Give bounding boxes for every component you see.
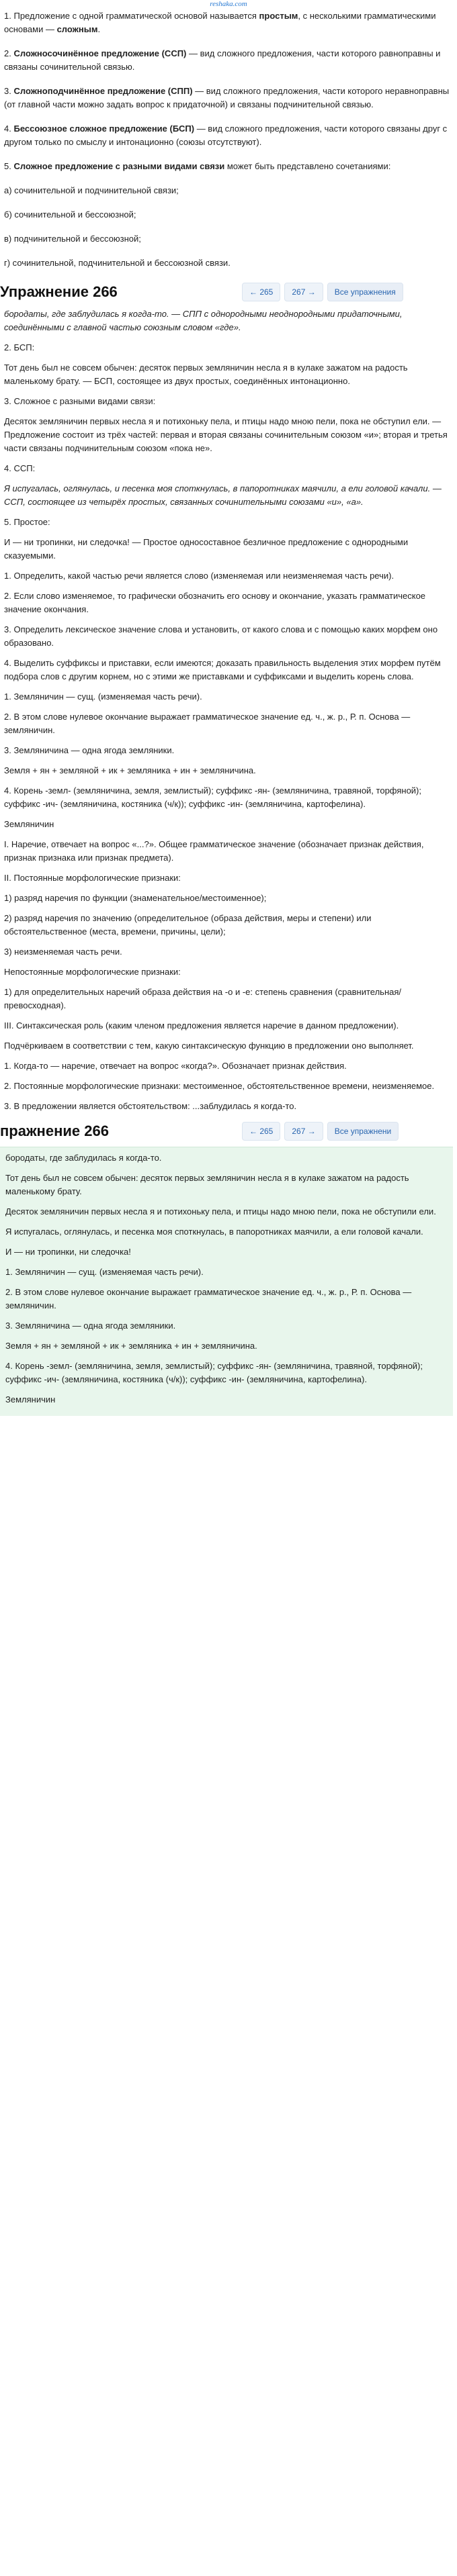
item-bold: Сложносочинённое предложение (ССП): [13, 48, 187, 58]
next-exercise-button[interactable]: 267 →: [284, 1122, 323, 1141]
item-bold: простым: [259, 11, 298, 21]
answer-line: III. Синтаксическая роль (каким членом предложения является наречие в данном предложении).: [4, 1020, 399, 1031]
answer-line: 2. Если слово изменяемое, то графически обозначить его основу и окончание, указать грамматическое значение окончания.: [4, 591, 426, 614]
answer-line: 2. Постоянные морфологические признаки: местоименное, обстоятельственное времени, неизменяемое.: [4, 1081, 435, 1091]
answer-line: 4. Корень -земл- (земляничина, земля, землистый); суффикс -ян- (земляничина, травяной, торфяной); суффикс -ич- (земляничина, костяника (ч/к)); суффикс -ин- (земляничина, картофелина).: [5, 1361, 423, 1384]
theory-section: [4, 9, 453, 270]
answer-line: [4, 361, 453, 388]
answer-line: Десяток земляничин первых несла я и потихоньку пела, и птицы надо мною пели, пока не обступили ели.: [5, 1206, 436, 1217]
item-text: — вид сложного предложения, части которого неравноправны (от главной части можно задать вопрос к придаточной) и связаны подчинительной связью.: [4, 86, 450, 109]
item-number: 5.: [4, 161, 11, 171]
answer-line: 1. Земляничин — сущ. (изменяемая часть речи).: [4, 691, 202, 702]
answer-text: И — ни тропинки, ни следочка! — Простое односоставное безличное предложение с однородными сказуемыми.: [4, 537, 409, 561]
item-number: 4.: [4, 124, 11, 134]
answer-line: I. Наречие, отвечает на вопрос «...?». Общее грамматическое значение (обозначает признак действия, признак признака или признак предмета).: [4, 839, 424, 863]
next-exercise-button[interactable]: 267 →: [284, 283, 323, 301]
answer-line: 4. Выделить суффиксы и приставки, если имеются; доказать правильность выделения этих морфем путём подбора слов с другим корнем, но с этими же приставками и суффиксами и выделить корень слова.: [4, 658, 441, 681]
answer-text: Тот день был не совсем обычен: десяток первых земляничин несла я в кулаке зажатом на радость маленькому брату. — БСП, состоящее из двух простых, соединённых интонационно.: [4, 363, 408, 386]
answer-text: бородаты, где заблудилась я когда-то. — СПП с однородными неоднородными придаточными, соединёнными с главной частью союзным словом «где».: [4, 309, 403, 332]
morpheme-word: Земляничин: [5, 1394, 56, 1404]
answer-line: 3. Определить лексическое значение слова и установить, от какого слова и с помощью каких морфем оно образовано.: [4, 624, 438, 648]
item-text: может быть представлено сочетаниями:: [224, 161, 391, 171]
theory-item-3: [4, 85, 453, 111]
answer-line: 2. В этом слове нулевое окончание выражает грамматическое значение ед. ч., ж. р., Р. п. Основа — земляничин.: [4, 712, 411, 735]
answer-section: [4, 307, 453, 1113]
answer-text: Десяток земляничин первых несла я и потихоньку пела, и птицы надо мною пели, пока не обступил ели. — Предложение состоит из трёх частей: первая и вторая связаны сочинительным союзом «и»; вторая и третья части связаны подчинительным союзом «пока не».: [4, 416, 448, 453]
item-text: — вид сложного предложения, части которого связаны друг с другом только по смыслу и интонационно (союзы отсутствуют).: [4, 124, 448, 147]
answer-line: 3. Земляничина — одна ягода земляники.: [4, 745, 175, 755]
answer-line: 2) разряд наречия по значению (определительное (образа действия, меры и степени) или обстоятельственное (места, времени, причины, цели);: [4, 913, 372, 937]
combo-b: б) сочинительной и бессоюзной;: [4, 209, 136, 220]
exercise-header-repeat: [0, 1120, 453, 1143]
answer-line: [4, 307, 453, 334]
exercise-title: Упражнение 266: [0, 283, 118, 300]
word-formation-chain: Земля + ян + земляной + ик + земляника + ин + земляничина.: [5, 1341, 257, 1351]
answer-line: [4, 415, 453, 455]
prev-exercise-button[interactable]: ← 265: [242, 283, 280, 301]
answer-line: 3. Сложное с разными видами связи:: [4, 396, 156, 406]
site-title[interactable]: reshaka.com: [210, 0, 247, 8]
item-text: , с несколькими грамматическими основами —: [4, 11, 436, 34]
theory-item-4: [4, 122, 453, 149]
morpheme-word: Земляничин: [4, 819, 54, 829]
item-bold: сложным: [56, 24, 98, 34]
answer-line: 1. Земляничин — сущ. (изменяемая часть речи).: [5, 1267, 204, 1277]
combo-d: г) сочинительной, подчинительной и бессоюзной связи.: [4, 258, 231, 268]
item-bold: Сложноподчинённое предложение (СПП): [13, 86, 193, 96]
answer-line: Подчёркиваем в соответствии с тем, какую синтаксическую функцию в предложении оно выполняет.: [4, 1041, 414, 1051]
all-exercises-button[interactable]: Все упражнени: [327, 1122, 399, 1141]
answer-line: Я испугалась, оглянулась, и песенка моя споткнулась, в папоротниках маячили, а ели головой качали.: [5, 1227, 423, 1237]
answer-line: II. Постоянные морфологические признаки:: [4, 873, 181, 883]
answer-line: 4. Корень -земл- (земляничина, земля, землистый); суффикс -ян- (земляничина, травяной, торфяной); суффикс -ич- (земляничина, костяника (ч/к)); суффикс -ин- (земляничина, картофелина).: [4, 785, 421, 809]
exercise-header: [0, 281, 453, 303]
item-number: 2.: [4, 48, 11, 58]
word-formation-chain: Земля + ян + земляной + ик + земляника + ин + земляничина.: [4, 765, 256, 775]
item-bold: Бессоюзное сложное предложение (БСП): [13, 124, 195, 134]
theory-item-5: [4, 160, 453, 173]
combo-a: а) сочинительной и подчинительной связи;: [4, 185, 179, 195]
answer-line: 4. ССП:: [4, 463, 36, 473]
answer-line: 3. В предложении является обстоятельством: ...заблудилась я когда-то.: [4, 1101, 297, 1111]
all-exercises-button[interactable]: Все упражнения: [327, 283, 403, 301]
answer-line: 1) разряд наречия по функции (знаменательное/местоименное);: [4, 893, 267, 903]
answer-line: Тот день был не совсем обычен: десяток первых земляничин несла я в кулаке зажатом на радость маленькому брату.: [5, 1173, 409, 1196]
item-text: Предложение с одной грамматической основой называется: [13, 11, 259, 21]
answer-line: 1. Определить, какой частью речи является слово (изменяемая или неизменяемая часть речи).: [4, 571, 394, 581]
answer-line: И — ни тропинки, ни следочка!: [5, 1247, 131, 1257]
answer-line: бородаты, где заблудилась я когда-то.: [5, 1153, 162, 1163]
answer-section-repeat: [0, 1147, 453, 1416]
answer-line: 3) неизменяемая часть речи.: [4, 947, 122, 957]
theory-item-2: [4, 47, 453, 74]
answer-line: Непостоянные морфологические признаки:: [4, 967, 181, 977]
answer-line: 1) для определительных наречий образа действия на -о и -е: степень сравнения (сравнительная/превосходная).: [4, 987, 402, 1010]
item-number: 1.: [4, 11, 11, 21]
combo-c: в) подчинительной и бессоюзной;: [4, 234, 141, 244]
answer-line: 1. Когда-то — наречие, отвечает на вопрос «когда?». Обозначает признак действия.: [4, 1061, 347, 1071]
exercise-title: пражнение 266: [0, 1123, 109, 1139]
item-number: 3.: [4, 86, 11, 96]
answer-line: 5. Простое:: [4, 517, 50, 527]
item-text: .: [97, 24, 101, 34]
answer-line: [4, 536, 453, 563]
prev-exercise-button[interactable]: ← 265: [242, 1122, 280, 1141]
answer-line: 3. Земляничина — одна ягода земляники.: [5, 1321, 176, 1331]
item-bold: Сложное предложение с разными видами связи: [13, 161, 225, 171]
item-text: — вид сложного предложения, части которого равноправны и связаны сочинительной связью.: [4, 48, 441, 72]
answer-line: 2. В этом слове нулевое окончание выражает грамматическое значение ед. ч., ж. р., Р. п. Основа — земляничин.: [5, 1287, 412, 1310]
answer-line: [4, 482, 453, 509]
theory-item-1: [4, 9, 453, 36]
answer-line: 2. БСП:: [4, 342, 35, 352]
answer-text: Я испугалась, оглянулась, и песенка моя споткнулась, в папоротниках маячили, а ели головой качали. — ССП, состоящее из четырёх простых, связанных сочинительными союзами «и», «а».: [4, 483, 442, 507]
